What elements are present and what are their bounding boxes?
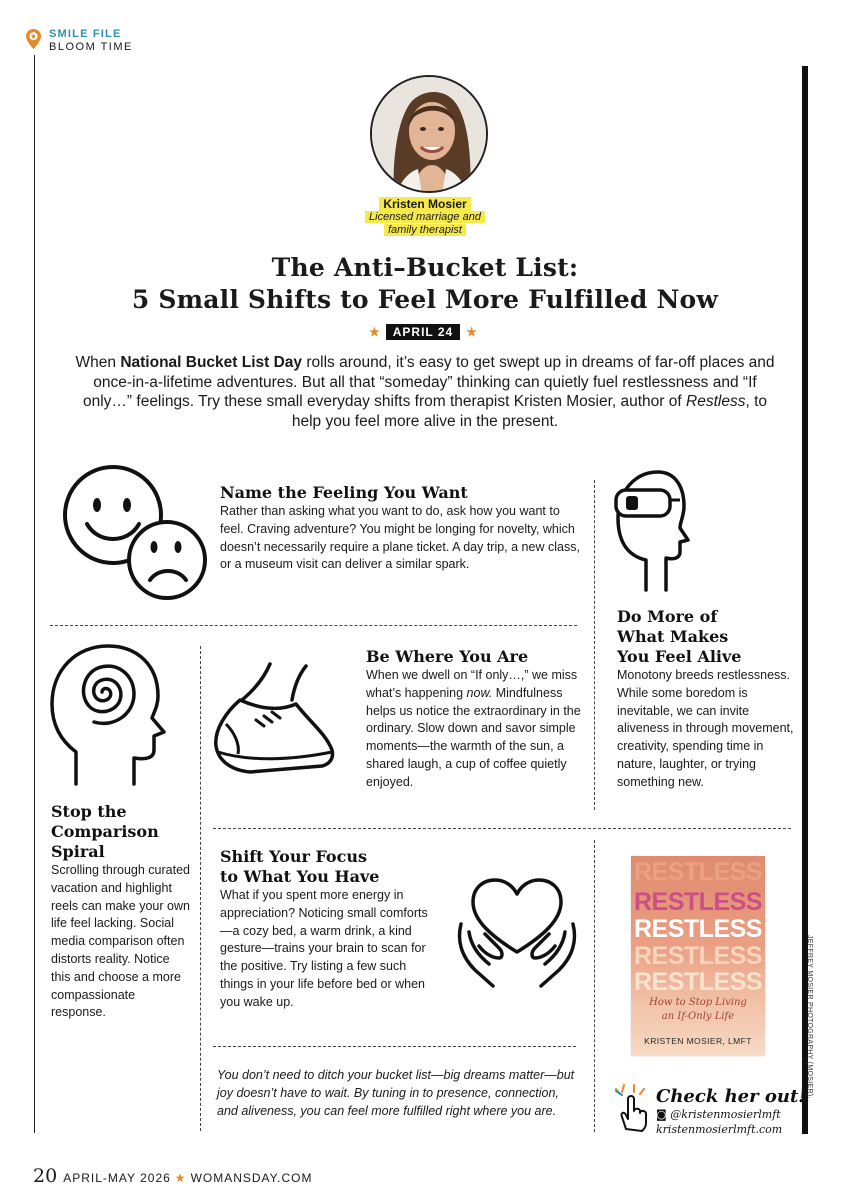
author-name: Kristen Mosier bbox=[300, 198, 550, 211]
promo-links bbox=[656, 1107, 782, 1137]
tip-heading: Be Where You Are bbox=[366, 647, 529, 666]
sneaker-icon bbox=[210, 660, 340, 785]
tip-be-where bbox=[366, 647, 581, 792]
smiley-faces-icon bbox=[60, 462, 210, 607]
book-subtitle: How to Stop Living an If-Only Life bbox=[649, 997, 747, 1022]
tip-body: Rather than asking what you want to do, ask how you want to feel. Craving adventure? You might be longing for novelty, which doesn’t necessarily require a plane ticket. A day trip, a new class, or a museum visit can deliver a similar spark. bbox=[220, 504, 580, 572]
author-credential: Licensed marriage and family therapist bbox=[300, 211, 550, 237]
intro-paragraph: When National Bucket List Day rolls around, it’s easy to get swept up in dreams of far-off places and once-in-a-lifetime adventures. But all that “someday” thinking can quietly fuel restlessness and “If only…” feelings. Try these small everyday shifts from therapist Kristen Mosier, author of Restless, to help you feel more alive in the present. bbox=[75, 354, 775, 430]
tip-heading: Shift Your Focus to What You Have bbox=[220, 847, 380, 886]
heart-hands-icon bbox=[455, 876, 580, 996]
star-icon: ★ bbox=[174, 1171, 187, 1185]
tip-heading: Stop the Comparison Spiral bbox=[51, 802, 159, 861]
book-author: KRISTEN MOSIER, LMFT bbox=[644, 1036, 752, 1046]
website-link[interactable]: kristenmosierlmft.com bbox=[656, 1123, 783, 1136]
divider bbox=[594, 840, 595, 1132]
location-pin-icon bbox=[25, 28, 42, 50]
tip-body: What if you spent more energy in appreciation? Noticing small comforts—a cozy bed, a warm drink, a kind gesture—trains your brain to scan for the positive. Try listing a few such things in your life before bed or when you wake up. bbox=[220, 888, 428, 1009]
instagram-link[interactable]: ◙ @kristenmosierlmft bbox=[656, 1108, 781, 1121]
left-rule bbox=[34, 55, 35, 1133]
date-badge: APRIL 24 bbox=[386, 324, 460, 340]
instagram-icon: ◙ bbox=[656, 1108, 667, 1121]
divider bbox=[594, 480, 595, 810]
divider bbox=[213, 828, 791, 829]
star-icon: ★ bbox=[369, 325, 380, 339]
head-glasses-icon bbox=[610, 466, 690, 596]
tip-body: Monotony breeds restlessness. While some boredom is inevitable, we can invite aliveness in through movement, creativity, spending time in nature, laughter, or trying something new. bbox=[617, 668, 794, 789]
subsection-label: BLOOM TIME bbox=[49, 41, 133, 53]
tip-heading: Do More of What Makes You Feel Alive bbox=[617, 607, 742, 666]
page-number: 20 bbox=[33, 1165, 58, 1187]
book-cover: RESTLESS RESTLESS RESTLESS RESTLESS RESTLESS How to Stop Living an If-Only Life KRISTEN MOSIER, LMFT bbox=[631, 856, 765, 1055]
tip-heading: Name the Feeling You Want bbox=[220, 483, 468, 502]
page-footer bbox=[33, 1165, 312, 1187]
tip-body: When we dwell on “If only…,” we miss what’s happening now. Mindfulness helps us notice the extraordinary in the ordinary. Slow down and savor simple moments—the warmth of the sun, a shared laugh, a cup of coffee quietly enjoyed. bbox=[366, 668, 581, 789]
tip-comparison bbox=[51, 802, 191, 1022]
section-label: SMILE FILE bbox=[49, 28, 122, 40]
article-title: The Anti–Bucket List: 5 Small Shifts to Feel More Fulfilled Now bbox=[131, 253, 719, 314]
tip-name-feeling bbox=[220, 483, 580, 574]
hand-pointer-icon bbox=[612, 1083, 648, 1133]
tip-shift-focus bbox=[220, 847, 432, 1012]
closing-paragraph: You don’t need to ditch your bucket list—big dreams matter—but joy doesn’t have to wait. By tuning in to presence, connection, and aliveness, you can feel more fulfilled right where you are. bbox=[217, 1068, 575, 1118]
photo-credit: JEFFREY MOSIER PHOTOGRAPHY (MOSIER). bbox=[806, 935, 813, 1099]
tip-feel-alive bbox=[617, 607, 795, 792]
divider bbox=[213, 1046, 576, 1047]
star-icon: ★ bbox=[466, 325, 477, 339]
divider bbox=[50, 625, 577, 626]
issue-date: APRIL-MAY 2026 bbox=[63, 1171, 171, 1185]
author-portrait bbox=[370, 75, 488, 193]
tip-body: Scrolling through curated vacation and highlight reels can make your own life feel lacking. Social media comparison often distorts reality. Notice this and choose a more compassionate response. bbox=[51, 863, 190, 1020]
date-row bbox=[0, 325, 846, 339]
site-url: WOMANSDAY.COM bbox=[190, 1171, 313, 1185]
divider bbox=[200, 646, 201, 1131]
section-header bbox=[25, 27, 185, 55]
cta-text: Check her out! bbox=[656, 1086, 807, 1107]
spiral-head-icon bbox=[46, 640, 171, 790]
